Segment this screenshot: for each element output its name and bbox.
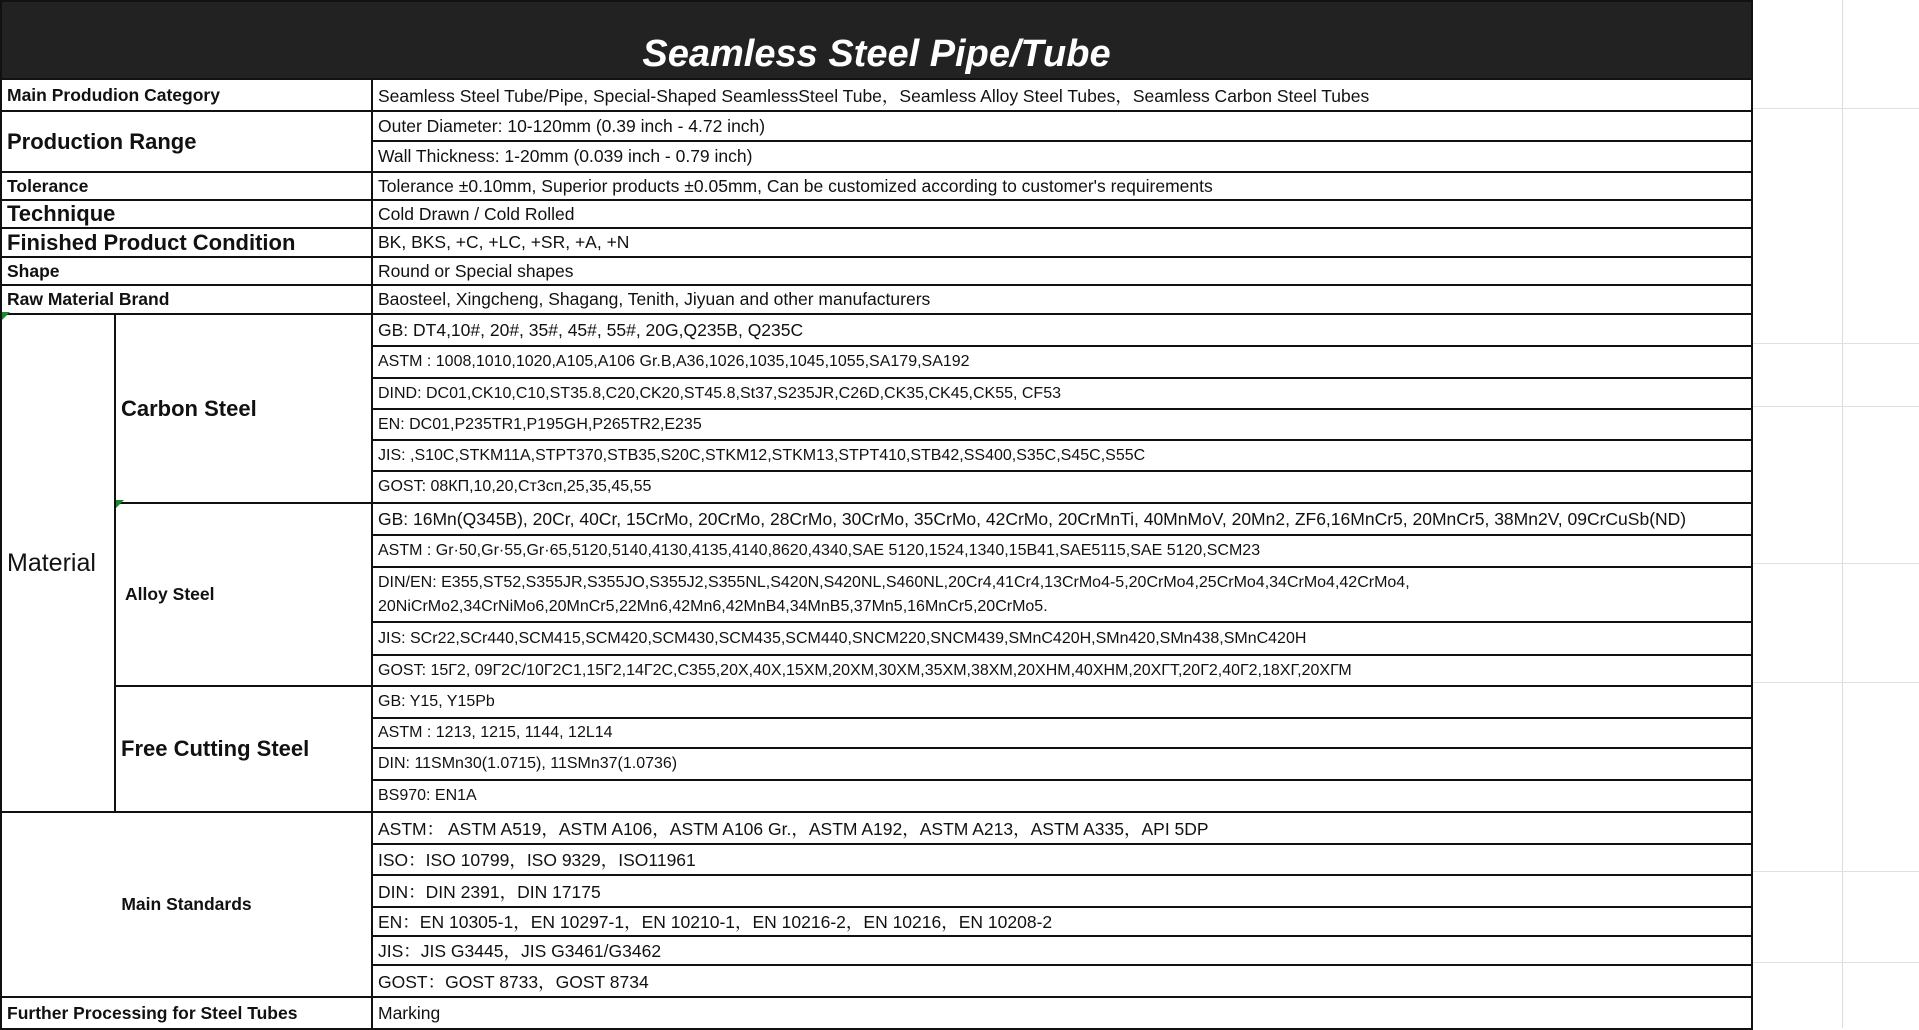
standard-item[interactable]: ASTM： ASTM A519，ASTM A106，ASTM A106 Gr.，ASTM A192，ASTM A213，ASTM A335，API 5DP [372, 812, 1752, 844]
standard-item[interactable]: GOST：GOST 8733，GOST 8734 [372, 965, 1752, 997]
sheet-gridline [1751, 871, 1919, 872]
free-cutting-steel-label: Free Cutting Steel [115, 686, 372, 812]
alloy-item[interactable]: JIS: SCr22,SCr440,SCM415,SCM420,SCM430,SCM435,SCM440,SNCM220,SNCM439,SMnC420H,SMn420,SMn438,SMnC420H [372, 622, 1752, 655]
standard-item[interactable]: JIS：JIS G3445，JIS G3461/G3462 [372, 936, 1752, 965]
alloy-item[interactable]: DIN/EN: E355,ST52,S355JR,S355JO,S355J2,S355NL,S420N,S420NL,S460NL,20Cr4,41Cr4,13CrMo4-5,20CrMo4,25CrMo4,34CrMo4,42CrMo4, 20NiCrMo2,34CrNiMo6,20MnCr5,22Mn6,42Mn6,42MnB4,34MnB5,37Mn5,16MnCr5,20CrMo5. [372, 567, 1752, 622]
standard-item[interactable]: ISO：ISO 10799，ISO 9329，ISO11961 [372, 844, 1752, 875]
technique-label: Technique [1, 200, 372, 228]
comment-marker-icon [116, 500, 124, 508]
range-od[interactable]: Outer Diameter: 10-120mm (0.39 inch - 4.72 inch) [372, 111, 1752, 141]
category-value[interactable]: Seamless Steel Tube/Pipe, Special-Shaped SeamlessSteel Tube，Seamless Alloy Steel Tubes，Seamless Carbon Steel Tubes [372, 79, 1752, 111]
carbon-item[interactable]: JIS: ,S10C,STKM11A,STPT370,STB35,S20C,STKM12,STKM13,STPT410,STB42,SS400,S35C,S45C,S55C [372, 440, 1752, 471]
tolerance-value[interactable]: Tolerance ±0.10mm, Superior products ±0.05mm, Can be customized according to customer's requirements [372, 172, 1752, 200]
comment-marker-icon [2, 312, 10, 320]
alloy-steel-label: Alloy Steel [115, 503, 372, 686]
category-label: Main Produdion Category [1, 79, 372, 111]
sheet-gridline [1842, 0, 1843, 1028]
free-item[interactable]: BS970: EN1A [372, 780, 1752, 812]
brand-label: Raw Material Brand [1, 285, 372, 314]
standards-label: Main Standards [1, 812, 372, 997]
further-processing-value[interactable]: Marking [372, 997, 1752, 1029]
sheet-gridline [1751, 682, 1919, 683]
sheet-gridline [1751, 563, 1919, 564]
alloy-item[interactable]: ASTM : Gr·50,Gr·55,Gr·65,5120,5140,4130,4135,4140,8620,4340,SAE 5120,1524,1340,15B41,SAE5115,SAE 5120,SCM23 [372, 535, 1752, 567]
brand-value[interactable]: Baosteel, Xingcheng, Shagang, Tenith, Jiyuan and other manufacturers [372, 285, 1752, 314]
page-title: Seamless Steel Pipe/Tube [1, 1, 1752, 79]
carbon-item[interactable]: ASTM : 1008,1010,1020,A105,A106 Gr.B,A36,1026,1035,1045,1055,SA179,SA192 [372, 346, 1752, 378]
sheet-gridline [1751, 343, 1919, 344]
alloy-item[interactable]: GB: 16Mn(Q345B), 20Cr, 40Cr, 15CrMo, 20CrMo, 28CrMo, 30CrMo, 35CrMo, 42CrMo, 20CrMnTi, 40MnMoV, 20Mn2, ZF6,16MnCr5, 20MnCr5, 38Mn2V, 09CrCuSb(ND) [372, 503, 1752, 535]
free-item[interactable]: DIN: 11SMn30(1.0715), 11SMn37(1.0736) [372, 748, 1752, 780]
material-label: Material [1, 314, 115, 812]
sheet-gridline [1751, 406, 1919, 407]
carbon-item[interactable]: DIND: DC01,CK10,C10,ST35.8,C20,CK20,ST45.8,St37,S235JR,C26D,CK35,CK45,CK55, CF53 [372, 378, 1752, 409]
standard-item[interactable]: DIN：DIN 2391，DIN 17175 [372, 875, 1752, 907]
free-item[interactable]: ASTM : 1213, 1215, 1144, 12L14 [372, 718, 1752, 748]
condition-label: Finished Product Condition [1, 228, 372, 257]
carbon-item[interactable]: GOST: 08КП,10,20,Ст3сп,25,35,45,55 [372, 471, 1752, 503]
shape-value[interactable]: Round or Special shapes [372, 257, 1752, 285]
technique-value[interactable]: Cold Drawn / Cold Rolled [372, 200, 1752, 228]
tolerance-label: Tolerance [1, 172, 372, 200]
carbon-steel-label: Carbon Steel [115, 314, 372, 503]
further-processing-label: Further Processing for Steel Tubes [1, 997, 372, 1029]
free-item[interactable]: GB: Y15, Y15Pb [372, 686, 1752, 718]
sheet-gridline [1751, 108, 1919, 109]
carbon-item[interactable]: EN: DC01,P235TR1,P195GH,P265TR2,E235 [372, 409, 1752, 440]
shape-label: Shape [1, 257, 372, 285]
condition-value[interactable]: BK, BKS, +C, +LC, +SR, +A, +N [372, 228, 1752, 257]
carbon-item[interactable]: GB: DT4,10#, 20#, 35#, 45#, 55#, 20G,Q235B, Q235C [372, 314, 1752, 346]
standard-item[interactable]: EN：EN 10305-1，EN 10297-1，EN 10210-1，EN 10216-2，EN 10216，EN 10208-2 [372, 907, 1752, 936]
sheet-gridline [1751, 962, 1919, 963]
alloy-item[interactable]: GOST: 15Г2, 09Г2С/10Г2С1,15Г2,14Г2С,С355,20Х,40Х,15ХМ,20ХМ,30ХМ,35ХМ,38ХМ,20ХНМ,40ХНМ,20ХГТ,20Г2,40Г2,18ХГ,20ХГМ [372, 655, 1752, 686]
range-wt[interactable]: Wall Thickness: 1-20mm (0.039 inch - 0.79 inch) [372, 141, 1752, 172]
range-label: Production Range [1, 111, 372, 172]
